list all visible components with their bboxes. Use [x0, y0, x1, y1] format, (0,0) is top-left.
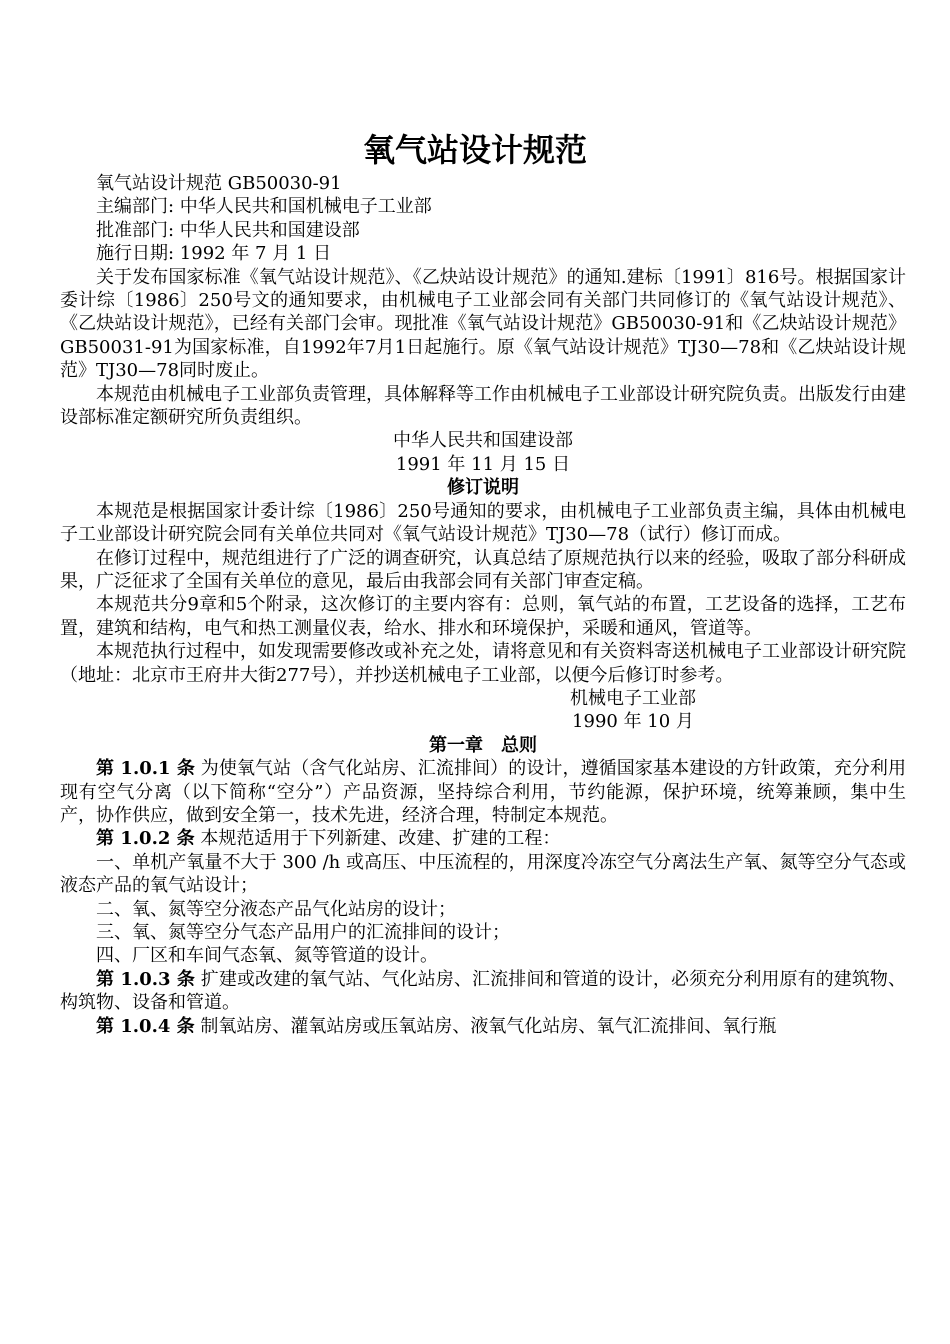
article — [60, 968, 906, 1015]
revision-paragraph: 本规范执行过程中，如发现需要修改或补充之处，请将意见和有关资料寄送机械电子工业部设计研究院（地址：北京市王府井大街277号），并抄送机械电子工业部，以便今后修订时参考。 — [60, 641, 906, 686]
revision-signature-org: 机械电子工业部 — [570, 687, 696, 709]
article — [60, 1015, 906, 1038]
chapter-heading: 第一章 总则 — [429, 734, 537, 756]
revision-heading: 修订说明 — [447, 477, 519, 499]
notice-paragraph: 本规范由机械电子工业部负责管理，具体解释等工作由机械电子工业部设计研究院负责。出版发行由建设部标准定额研究所负责组织。 — [60, 383, 906, 429]
meta-editor: 主编部门: 中华人民共和国机械电子工业部 — [96, 196, 432, 218]
article-label: 第 1.0.1 条 — [96, 758, 195, 780]
list-item: 一、单机产氧量不大于 300 /h 或高压、中压流程的，用深度冷冻空气分离法生产氧、氮等空分气态或液态产品的氧气站设计； — [60, 851, 906, 897]
article-text: 本规范适用于下列新建、改建、扩建的工程： — [194, 828, 561, 850]
document-body — [60, 172, 906, 1038]
article-label: 第 1.0.2 条 — [96, 828, 195, 850]
meta-effective-date: 施行日期: 1992 年 7 月 1 日 — [96, 243, 332, 265]
revision-paragraph: 本规范共分9章和5个附录，这次修订的主要内容有：总则，氧气站的布置，工艺设备的选择，工艺布置，建筑和结构，电气和热工测量仪表，给水、排水和环境保护，采暖和通风，管道等。 — [60, 594, 906, 639]
meta-standard: 氧气站设计规范 GB50030-91 — [96, 173, 342, 194]
document-title: 氧气站设计规范 — [362, 131, 587, 169]
revision-paragraph: 在修订过程中，规范组进行了广泛的调查研究，认真总结了原规范执行以来的经验，吸取了部分科研成果，广泛征求了全国有关单位的意见，最后由我部会同有关部门审查定稿。 — [60, 547, 906, 592]
article — [60, 827, 906, 850]
article-text: 为使氧气站（含气化站房、汇流排间）的设计，遵循国家基本建设的方针政策，充分利用现有空气分离（以下简称“空分”）产品资源，坚持综合利用，节约能源，保护环境，统筹兼顾，集中生产，协作供应，做到安全第一，技术先进，经济合理，特制定本规范。 — [60, 758, 907, 826]
notice-signature-org: 中华人民共和国建设部 — [393, 430, 573, 452]
revision-signature-date: 1990 年 10 月 — [572, 711, 694, 733]
list-item: 三、氧、氮等空分气态产品用户的汇流排间的设计； — [96, 922, 510, 943]
article-text: 制氧站房、灌氧站房或压氧站房、液氧气化站房、氧气汇流排间、氧行瓶 — [194, 1015, 777, 1037]
article — [60, 757, 906, 827]
article-label: 第 1.0.4 条 — [96, 1015, 195, 1037]
article-text: 扩建或改建的氧气站、气化站房、汇流排间和管道的设计，必须充分利用原有的建筑物、构筑物、设备和管道。 — [60, 968, 907, 1014]
article-label: 第 1.0.3 条 — [96, 968, 195, 990]
list-item: 二、氧、氮等空分液态产品气化站房的设计； — [96, 898, 456, 920]
revision-paragraph: 本规范是根据国家计委计综〔1986〕250号通知的要求，由机械电子工业部负责主编，具体由机械电子工业部设计研究院会同有关单位共同对《氧气站设计规范》TJ30—78（试行）修订而成。 — [60, 500, 906, 546]
meta-approver: 批准部门: 中华人民共和国建设部 — [96, 219, 360, 241]
notice-paragraph: 关于发布国家标准《氧气站设计规范》、《乙炔站设计规范》的通知.建标〔1991〕816号。根据国家计委计综〔1986〕250号文的通知要求，由机械电子工业部会同有关部门共同修订的《氧气站设计规范》、《乙炔站设计规范》，已经有关部门会审。现批准《氧气站设计规范》GB50030-91和《乙炔站设计规范》GB50031-91为国家标准，自1992年7月1日起施行。原《氧气站设计规范》TJ30—78和《乙炔站设计规范》TJ30—78同时废止。 — [60, 266, 906, 382]
list-item: 四、厂区和车间气态氧、氮等管道的设计。 — [96, 945, 438, 967]
notice-signature-date: 1991 年 11 月 15 日 — [395, 453, 571, 475]
